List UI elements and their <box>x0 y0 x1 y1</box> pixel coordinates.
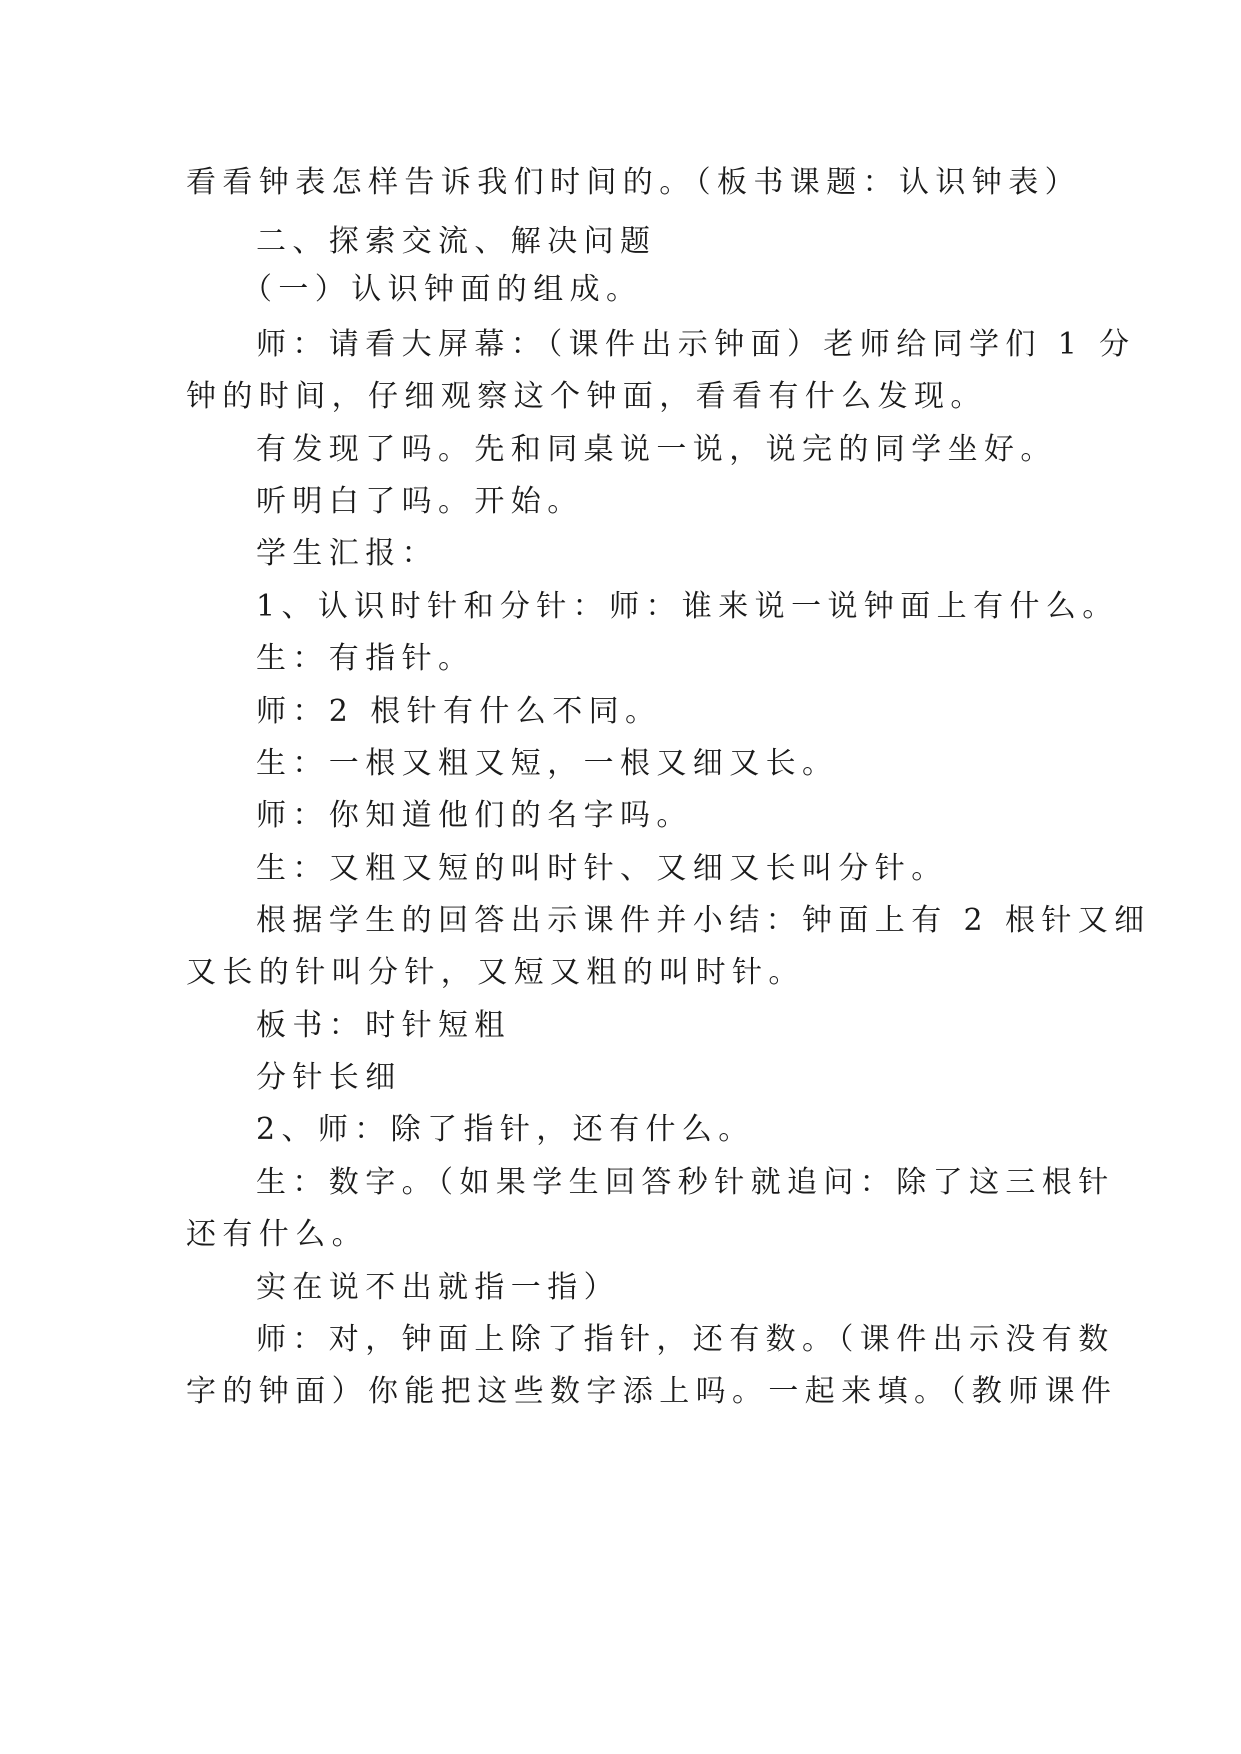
text-line: 生：数字。（如果学生回答秒针就追问：除了这三根针 <box>256 1165 1115 1200</box>
text-line: 字的钟面）你能把这些数字添上吗。一起来填。（教师课件 <box>186 1374 1118 1409</box>
text-line: 生：有指针。 <box>256 641 475 676</box>
text-line: 还有什么。 <box>186 1217 368 1252</box>
subsection-heading: （一）认识钟面的组成。 <box>242 272 643 307</box>
text-line: 又长的针叫分针，又短又粗的叫时针。 <box>186 955 805 990</box>
text-line: 师：对，钟面上除了指针，还有数。（课件出示没有数 <box>256 1322 1115 1357</box>
text-line: 生：又粗又短的叫时针、又细又长叫分针。 <box>256 851 948 886</box>
text-line: 师：请看大屏幕：（课件出示钟面）老师给同学们 1 分 <box>256 327 1136 362</box>
text-line: 实在说不出就指一指） <box>256 1270 620 1305</box>
text-line: 分针长细 <box>256 1060 402 1095</box>
text-line: 有发现了吗。先和同桌说一说，说完的同学坐好。 <box>256 432 1057 467</box>
text-line: 根据学生的回答出示课件并小结：钟面上有 2 根针又细 <box>256 903 1151 938</box>
text-line: 看看钟表怎样告诉我们时间的。（板书课题：认识钟表） <box>186 165 1081 200</box>
text-line: 生：一根又粗又短，一根又细又长。 <box>256 746 839 781</box>
text-line: 2、师：除了指针，还有什么。 <box>256 1112 755 1147</box>
text-line: 1、认识时针和分针：师：谁来说一说钟面上有什么。 <box>256 589 1119 624</box>
text-line: 板书：时针短粗 <box>256 1008 511 1043</box>
text-line: 钟的时间，仔细观察这个钟面，看看有什么发现。 <box>186 379 987 414</box>
text-line: 听明白了吗。开始。 <box>256 484 584 519</box>
section-heading: 二、探索交流、解决问题 <box>256 224 657 259</box>
text-line: 学生汇报： <box>256 536 438 571</box>
text-line: 师：2 根针有什么不同。 <box>256 694 662 729</box>
text-line: 师：你知道他们的名字吗。 <box>256 798 693 833</box>
